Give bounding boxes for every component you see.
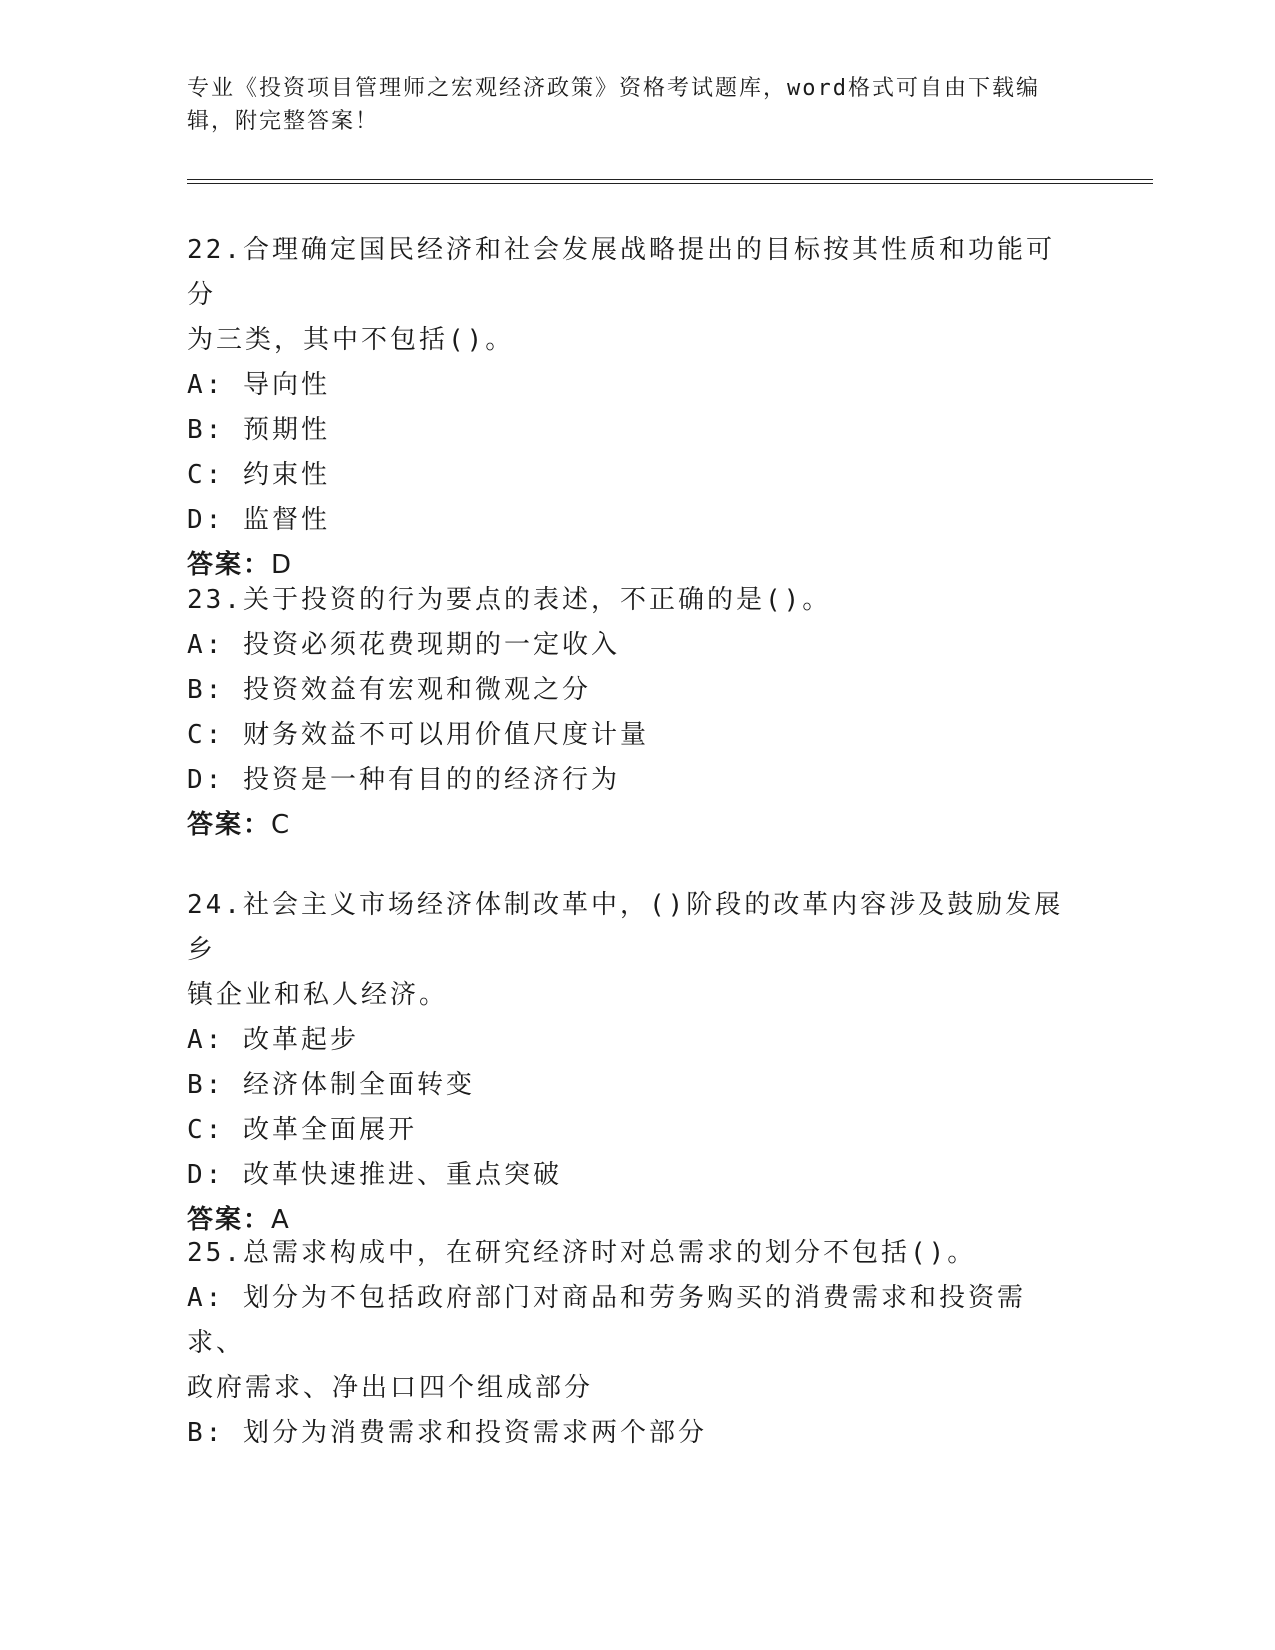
answer-label: 答案： xyxy=(187,1205,272,1235)
question-25 xyxy=(187,1231,1077,1456)
question-stem-line: 25.总需求构成中，在研究经济时对总需求的划分不包括()。 xyxy=(187,1238,977,1268)
option-d: D: 投资是一种有目的的经济行为 xyxy=(187,765,620,795)
option-a: A: 投资必须花费现期的一定收入 xyxy=(187,630,620,660)
question-22 xyxy=(187,228,1077,588)
answer-label: 答案： xyxy=(187,550,272,580)
document-header xyxy=(187,72,1067,138)
option-c: C: 财务效益不可以用价值尺度计量 xyxy=(187,720,649,750)
question-stem-line: 24.社会主义市场经济体制改革中，()阶段的改革内容涉及鼓励发展乡 xyxy=(187,890,1064,965)
option-b: B: 投资效益有宏观和微观之分 xyxy=(187,675,591,705)
answer-value: D xyxy=(271,550,294,580)
question-23 xyxy=(187,578,1077,848)
option-c: C: 改革全面展开 xyxy=(187,1115,417,1145)
option-b: B: 经济体制全面转变 xyxy=(187,1070,475,1100)
header-divider-bottom xyxy=(187,183,1153,184)
option-b: B: 预期性 xyxy=(187,415,330,445)
answer-value: A xyxy=(271,1205,291,1235)
question-24 xyxy=(187,883,1077,1243)
option-b: B: 划分为消费需求和投资需求两个部分 xyxy=(187,1418,707,1448)
option-c: C: 约束性 xyxy=(187,460,330,490)
question-stem-line: 为三类，其中不包括()。 xyxy=(187,325,515,355)
option-d: D: 改革快速推进、重点突破 xyxy=(187,1160,562,1190)
answer-value: C xyxy=(271,810,292,840)
option-d: D: 监督性 xyxy=(187,505,330,535)
answer-label: 答案： xyxy=(187,810,272,840)
question-stem-line: 镇企业和私人经济。 xyxy=(187,980,449,1010)
header-line-2: 辑，附完整答案！ xyxy=(187,109,380,134)
option-a-continued: 政府需求、净出口四个组成部分 xyxy=(187,1373,594,1403)
option-a: A: 划分为不包括政府部门对商品和劳务购买的消费需求和投资需求、 xyxy=(187,1283,1026,1358)
header-divider-top xyxy=(187,179,1153,180)
header-line-1: 专业《投资项目管理师之宏观经济政策》资格考试题库，word格式可自由下载编 xyxy=(187,76,1040,101)
option-a: A: 导向性 xyxy=(187,370,330,400)
answer xyxy=(187,803,1077,848)
question-stem-line: 22.合理确定国民经济和社会发展战略提出的目标按其性质和功能可分 xyxy=(187,235,1055,310)
option-a: A: 改革起步 xyxy=(187,1025,359,1055)
question-stem-line: 23.关于投资的行为要点的表述，不正确的是()。 xyxy=(187,585,832,615)
